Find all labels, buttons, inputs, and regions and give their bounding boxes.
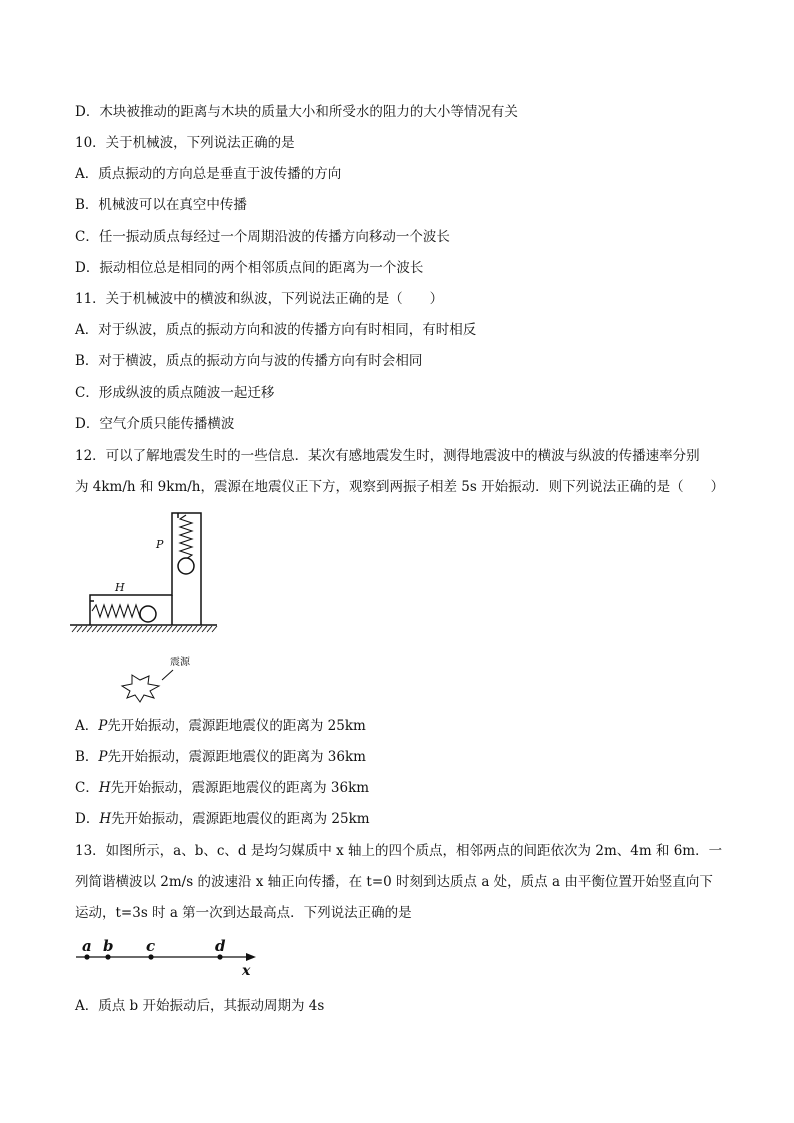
- q10-option-b: B．机械波可以在真空中传播: [75, 197, 247, 213]
- source-pointer: [162, 670, 173, 680]
- epicenter-burst-icon: [122, 675, 159, 702]
- q13-stem-line1: 13．如图所示，a、b、c、d 是均匀媒质中 x 轴上的四个质点，相邻两点的间距依次为 2m、4m 和 6m．一: [75, 843, 723, 859]
- q13-option-a: A．质点 b 开始振动后，其振动周期为 4s: [75, 998, 325, 1014]
- point-c-label: c: [146, 937, 156, 955]
- point-a: [84, 954, 89, 959]
- point-b-label: b: [103, 937, 114, 955]
- q10-stem: 10．关于机械波，下列说法正确的是: [75, 135, 295, 151]
- ball-h: [140, 606, 156, 622]
- q9-option-d: D．木块被推动的距离与木块的质量大小和所受水的阻力的大小等情况有关: [75, 104, 518, 120]
- point-c: [148, 954, 153, 959]
- q10-option-d: D．振动相位总是相同的两个相邻质点间的距离为一个波长: [75, 260, 424, 276]
- vertical-spring: [180, 515, 192, 559]
- q10-option-c: C．任一振动质点每经过一个周期沿波的传播方向移动一个波长: [75, 229, 450, 245]
- q11-option-b: B．对于横波，质点的振动方向与波的传播方向有时会相同: [75, 353, 423, 369]
- q12-stem-line1: 12．可以了解地震发生时的一些信息．某次有感地震发生时，测得地震波中的横波与纵波的传播速率分别: [75, 448, 700, 464]
- q11-stem: 11．关于机械波中的横波和纵波，下列说法正确的是（ ）: [75, 291, 444, 307]
- q11-option-c: C．形成纵波的质点随波一起迁移: [75, 385, 275, 401]
- q10-option-a: A．质点振动的方向总是垂直于波传播的方向: [75, 166, 342, 182]
- point-d: [217, 954, 222, 959]
- point-d-label: d: [215, 937, 226, 955]
- x-axis-arrow-icon: [246, 953, 256, 961]
- label-h: H: [115, 581, 125, 594]
- x-axis-figure: [70, 932, 270, 980]
- ball-p: [178, 558, 194, 574]
- q13-stem-line2: 列简谐横波以 2m/s 的波速沿 x 轴正向传播，在 t=0 时刻到达质点 a 处，质点 a 由平衡位置开始竖直向下: [75, 874, 713, 890]
- q11-option-d: D．空气介质只能传播横波: [75, 416, 235, 432]
- q12-option-a: A．P先开始振动，震源距地震仪的距离为 25km: [75, 718, 366, 734]
- q13-stem-line3: 运动，t=3s 时 a 第一次到达最高点．下列说法正确的是: [75, 905, 412, 921]
- q12-option-c: C．H先开始振动，震源距地震仪的距离为 36km: [75, 780, 370, 796]
- seismograph-figure: [70, 505, 230, 710]
- label-p: P: [156, 538, 164, 551]
- point-a-label: a: [82, 937, 92, 955]
- q12-stem-line2: 为 4km/h 和 9km/h，震源在地震仪正下方，观察到两振子相差 5s 开始振动．则下列说法正确的是（ ）: [75, 479, 725, 495]
- horizontal-spring: [92, 605, 142, 617]
- x-axis-label: x: [242, 963, 251, 979]
- q12-option-b: B．P先开始振动，震源距地震仪的距离为 36km: [75, 749, 366, 765]
- point-b: [105, 954, 110, 959]
- q12-option-d: D．H先开始振动，震源距地震仪的距离为 25km: [75, 811, 370, 827]
- q11-option-a: A．对于纵波，质点的振动方向和波的传播方向有时相同，有时相反: [75, 322, 477, 338]
- ground-hatching: [72, 626, 217, 632]
- label-source: 震源: [170, 657, 190, 668]
